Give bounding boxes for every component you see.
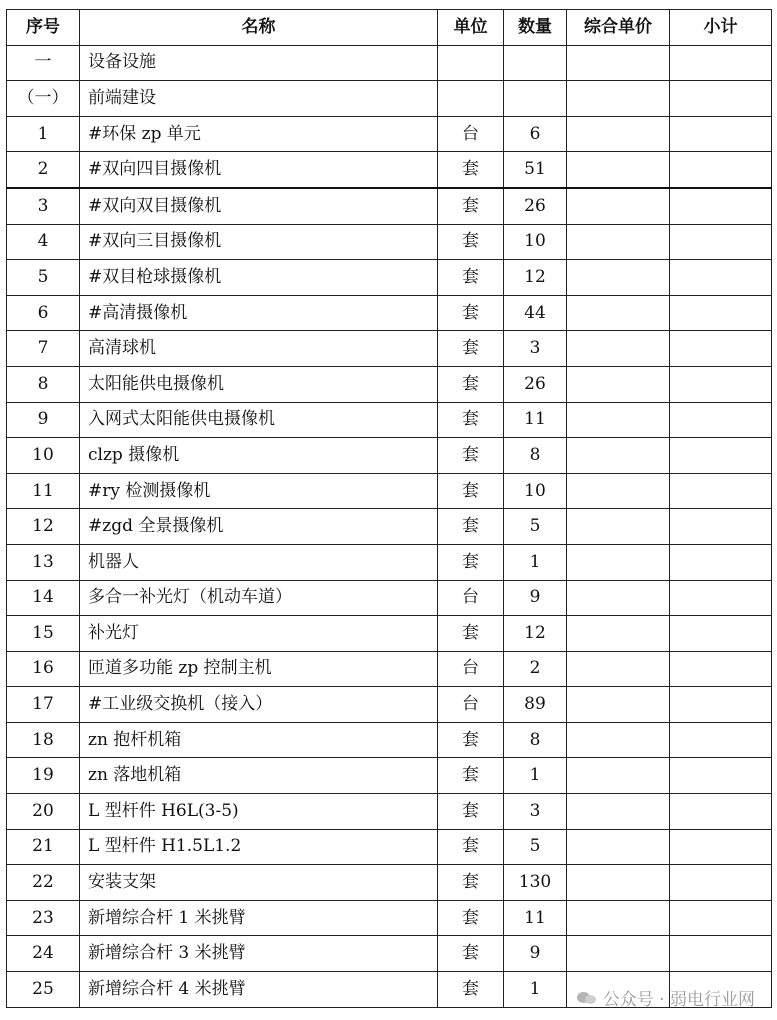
cell-unit: 套	[438, 829, 504, 865]
table-row	[7, 473, 772, 509]
table-row	[7, 794, 772, 830]
cell-unit-price	[567, 616, 670, 652]
cell-unit: 套	[438, 295, 504, 331]
header-name: 名称	[80, 10, 438, 46]
cell-serial: 2	[7, 152, 80, 188]
table-row	[7, 829, 772, 865]
cell-serial: 12	[7, 509, 80, 545]
cell-unit-price	[567, 295, 670, 331]
cell-name: 安装支架	[80, 865, 438, 901]
cell-unit-price	[567, 188, 670, 224]
cell-subtotal	[670, 116, 772, 152]
table-row	[7, 544, 772, 580]
cell-quantity: 5	[504, 509, 567, 545]
cell-unit-price	[567, 900, 670, 936]
cell-unit-price	[567, 580, 670, 616]
cell-name: #ry 检测摄像机	[80, 473, 438, 509]
cell-unit: 套	[438, 972, 504, 1008]
cell-name: #双目枪球摄像机	[80, 260, 438, 296]
cell-subtotal	[670, 509, 772, 545]
cell-name: #高清摄像机	[80, 295, 438, 331]
cell-quantity: 44	[504, 295, 567, 331]
cell-serial: 3	[7, 188, 80, 224]
table-row	[7, 509, 772, 545]
watermark-text: 公众号 · 弱电行业网	[602, 990, 755, 1010]
cell-unit-price	[567, 45, 670, 81]
cell-quantity: 2	[504, 651, 567, 687]
cell-unit-price	[567, 402, 670, 438]
cell-unit-price	[567, 331, 670, 367]
cell-subtotal	[670, 331, 772, 367]
header-unit-price: 综合单价	[567, 10, 670, 46]
cell-subtotal	[670, 651, 772, 687]
cell-unit: 套	[438, 509, 504, 545]
cell-name: 高清球机	[80, 331, 438, 367]
cell-quantity: 6	[504, 116, 567, 152]
cell-quantity: 12	[504, 616, 567, 652]
cell-serial: 22	[7, 865, 80, 901]
header-quantity: 数量	[504, 10, 567, 46]
cell-unit: 套	[438, 152, 504, 188]
cell-serial: 10	[7, 438, 80, 474]
cell-subtotal	[670, 152, 772, 188]
cell-unit-price	[567, 936, 670, 972]
cell-subtotal	[670, 794, 772, 830]
table-row	[7, 224, 772, 260]
cell-subtotal	[670, 829, 772, 865]
cell-quantity: 8	[504, 722, 567, 758]
cell-unit-price	[567, 722, 670, 758]
cell-unit: 套	[438, 794, 504, 830]
cell-unit: 台	[438, 687, 504, 723]
cell-subtotal	[670, 295, 772, 331]
cell-subtotal	[670, 758, 772, 794]
cell-unit-price	[567, 509, 670, 545]
cell-quantity: 51	[504, 152, 567, 188]
cell-subtotal	[670, 473, 772, 509]
cell-serial: 1	[7, 116, 80, 152]
cell-unit: 台	[438, 116, 504, 152]
cell-subtotal	[670, 936, 772, 972]
cell-subtotal	[670, 402, 772, 438]
cell-subtotal	[670, 544, 772, 580]
cell-name: #环保 zp 单元	[80, 116, 438, 152]
cell-unit-price	[567, 651, 670, 687]
cell-unit: 套	[438, 188, 504, 224]
table-row	[7, 865, 772, 901]
cell-subtotal	[670, 687, 772, 723]
cell-unit-price	[567, 687, 670, 723]
cell-serial: 11	[7, 473, 80, 509]
cell-name: 前端建设	[80, 81, 438, 117]
cell-name: 匝道多功能 zp 控制主机	[80, 651, 438, 687]
cell-quantity: 9	[504, 936, 567, 972]
cell-unit: 套	[438, 402, 504, 438]
table-row	[7, 331, 772, 367]
cell-unit: 套	[438, 331, 504, 367]
cell-quantity: 10	[504, 473, 567, 509]
equipment-table-container	[6, 9, 771, 1008]
cell-name: L 型杆件 H1.5L1.2	[80, 829, 438, 865]
cell-serial: 20	[7, 794, 80, 830]
cell-subtotal	[670, 722, 772, 758]
cell-name: #zgd 全景摄像机	[80, 509, 438, 545]
cell-quantity: 8	[504, 438, 567, 474]
table-row	[7, 758, 772, 794]
cell-name: 新增综合杆 1 米挑臂	[80, 900, 438, 936]
table-row	[7, 438, 772, 474]
cell-quantity: 89	[504, 687, 567, 723]
table-row	[7, 188, 772, 224]
cell-name: 太阳能供电摄像机	[80, 366, 438, 402]
cell-unit-price	[567, 260, 670, 296]
cell-name: 多合一补光灯（机动车道）	[80, 580, 438, 616]
cell-serial: 25	[7, 972, 80, 1008]
cell-serial: 8	[7, 366, 80, 402]
cell-unit-price	[567, 366, 670, 402]
cell-serial: 13	[7, 544, 80, 580]
cell-serial: 17	[7, 687, 80, 723]
table-row	[7, 402, 772, 438]
cell-subtotal	[670, 188, 772, 224]
cell-quantity: 3	[504, 794, 567, 830]
cell-unit-price	[567, 473, 670, 509]
cell-quantity: 9	[504, 580, 567, 616]
cell-name: zn 落地机箱	[80, 758, 438, 794]
header-unit: 单位	[438, 10, 504, 46]
table-row	[7, 45, 772, 81]
cell-unit: 套	[438, 722, 504, 758]
cell-serial: 19	[7, 758, 80, 794]
cell-serial: 7	[7, 331, 80, 367]
cell-unit: 套	[438, 616, 504, 652]
cell-name: #双向双目摄像机	[80, 188, 438, 224]
wechat-icon	[577, 990, 597, 1006]
cell-unit: 套	[438, 438, 504, 474]
table-row	[7, 366, 772, 402]
cell-subtotal	[670, 45, 772, 81]
cell-serial: 9	[7, 402, 80, 438]
cell-quantity: 11	[504, 402, 567, 438]
cell-unit: 台	[438, 580, 504, 616]
cell-unit	[438, 45, 504, 81]
cell-subtotal	[670, 366, 772, 402]
watermark	[577, 985, 755, 1010]
header-subtotal: 小计	[670, 10, 772, 46]
table-row	[7, 116, 772, 152]
cell-serial: 15	[7, 616, 80, 652]
cell-serial: 16	[7, 651, 80, 687]
cell-name: 新增综合杆 3 米挑臂	[80, 936, 438, 972]
cell-unit: 套	[438, 758, 504, 794]
cell-serial: 14	[7, 580, 80, 616]
cell-quantity: 3	[504, 331, 567, 367]
cell-unit-price	[567, 829, 670, 865]
cell-serial: 4	[7, 224, 80, 260]
cell-unit-price	[567, 438, 670, 474]
cell-unit-price	[567, 865, 670, 901]
cell-serial: 5	[7, 260, 80, 296]
cell-serial: 一	[7, 45, 80, 81]
cell-quantity	[504, 45, 567, 81]
cell-serial: 24	[7, 936, 80, 972]
cell-subtotal	[670, 438, 772, 474]
header-serial: 序号	[7, 10, 80, 46]
cell-quantity: 130	[504, 865, 567, 901]
cell-name: 入网式太阳能供电摄像机	[80, 402, 438, 438]
cell-unit: 台	[438, 651, 504, 687]
cell-serial: 18	[7, 722, 80, 758]
cell-name: 补光灯	[80, 616, 438, 652]
table-row	[7, 260, 772, 296]
table-row	[7, 152, 772, 188]
cell-subtotal	[670, 260, 772, 296]
cell-quantity: 10	[504, 224, 567, 260]
cell-unit: 套	[438, 473, 504, 509]
cell-name: 机器人	[80, 544, 438, 580]
cell-name: #工业级交换机（接入）	[80, 687, 438, 723]
table-header-row	[7, 10, 772, 46]
cell-name: zn 抱杆机箱	[80, 722, 438, 758]
cell-quantity: 1	[504, 758, 567, 794]
cell-name: 新增综合杆 4 米挑臂	[80, 972, 438, 1008]
cell-name: clzp 摄像机	[80, 438, 438, 474]
cell-quantity: 1	[504, 544, 567, 580]
cell-unit: 套	[438, 366, 504, 402]
cell-subtotal	[670, 900, 772, 936]
equipment-table	[6, 9, 772, 1008]
cell-quantity: 26	[504, 188, 567, 224]
cell-quantity: 5	[504, 829, 567, 865]
cell-name: #双向三目摄像机	[80, 224, 438, 260]
cell-quantity: 12	[504, 260, 567, 296]
table-row	[7, 580, 772, 616]
cell-unit	[438, 81, 504, 117]
cell-subtotal	[670, 580, 772, 616]
table-row	[7, 722, 772, 758]
table-row	[7, 651, 772, 687]
table-row	[7, 616, 772, 652]
cell-unit-price	[567, 224, 670, 260]
table-row	[7, 81, 772, 117]
cell-unit-price	[567, 152, 670, 188]
cell-subtotal	[670, 224, 772, 260]
cell-unit-price	[567, 794, 670, 830]
cell-unit: 套	[438, 544, 504, 580]
cell-serial: 6	[7, 295, 80, 331]
cell-unit-price	[567, 81, 670, 117]
cell-subtotal	[670, 81, 772, 117]
table-body	[7, 45, 772, 1007]
cell-unit: 套	[438, 224, 504, 260]
cell-unit-price	[567, 758, 670, 794]
cell-name: #双向四目摄像机	[80, 152, 438, 188]
cell-quantity: 11	[504, 900, 567, 936]
cell-serial: （一）	[7, 81, 80, 117]
cell-unit: 套	[438, 865, 504, 901]
cell-unit-price	[567, 544, 670, 580]
table-row	[7, 936, 772, 972]
cell-subtotal	[670, 865, 772, 901]
cell-unit: 套	[438, 900, 504, 936]
table-row	[7, 687, 772, 723]
table-row	[7, 295, 772, 331]
cell-serial: 21	[7, 829, 80, 865]
cell-subtotal	[670, 616, 772, 652]
cell-quantity: 1	[504, 972, 567, 1008]
cell-name: 设备设施	[80, 45, 438, 81]
cell-quantity	[504, 81, 567, 117]
cell-unit: 套	[438, 936, 504, 972]
cell-unit-price	[567, 116, 670, 152]
table-row	[7, 900, 772, 936]
cell-serial: 23	[7, 900, 80, 936]
cell-unit: 套	[438, 260, 504, 296]
cell-name: L 型杆件 H6L(3-5)	[80, 794, 438, 830]
cell-quantity: 26	[504, 366, 567, 402]
